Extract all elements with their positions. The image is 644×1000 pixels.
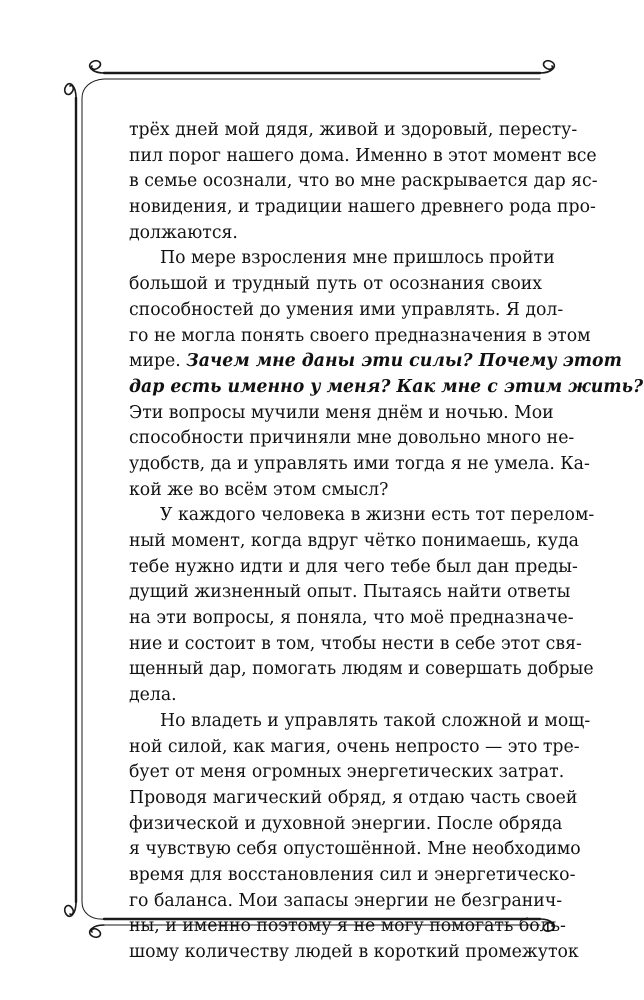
text-line: По мере взросления мне пришлось пройти bbox=[160, 248, 555, 269]
paragraph bbox=[129, 709, 591, 966]
emphasized-question: дар есть именно у меня? Как мне с этим жить? bbox=[129, 376, 644, 397]
text-line: способности причиняли мне довольно много не- bbox=[129, 428, 575, 449]
text-line: дела. bbox=[129, 685, 177, 706]
text-line: ны, и именно поэтому я не могу помогать боль- bbox=[129, 916, 566, 937]
text-line: трёх дней мой дядя, живой и здоровый, пересту- bbox=[129, 120, 578, 140]
text-line: я чувствую себя опустошённой. Мне необходимо bbox=[129, 839, 581, 860]
text-line: должаются. bbox=[129, 222, 238, 243]
text-line: шому количеству людей в короткий промежуток bbox=[129, 942, 579, 962]
text-line: У каждого человека в жизни есть тот перелом- bbox=[160, 505, 595, 526]
paragraph bbox=[129, 246, 644, 503]
text-line: время для восстановления сил и энергетическо- bbox=[129, 864, 576, 885]
text-line: тебе нужно идти и для чего тебе был дан преды- bbox=[129, 556, 578, 577]
text-line: большой и трудный путь от осознания своих bbox=[129, 274, 542, 295]
text-line: способностей до умения ими управлять. Я дол- bbox=[129, 299, 564, 320]
text-line: в семье осознали, что во мне раскрывается дар яс- bbox=[129, 171, 598, 192]
paragraph bbox=[129, 118, 598, 246]
text-line: Но владеть и управлять такой сложной и мощ- bbox=[160, 710, 591, 731]
text-line: ный момент, когда вдруг чётко понимаешь, куда bbox=[129, 531, 579, 551]
text-line: пил порог нашего дома. Именно в этот момент все bbox=[129, 145, 597, 166]
text-line: на эти вопросы, я поняла, что моё предназначе- bbox=[129, 608, 574, 629]
text-line: щенный дар, помогать людям и совершать добрые bbox=[129, 659, 594, 680]
text-line: ние и состоит в том, чтобы нести в себе этот свя- bbox=[129, 633, 582, 654]
paragraph bbox=[129, 503, 595, 709]
text-line: ной силой, как магия, очень непросто — это тре- bbox=[129, 736, 580, 757]
text-line: новидения, и традиции нашего древнего рода про- bbox=[129, 197, 596, 218]
text-line bbox=[129, 375, 644, 401]
text-line: бует от меня огромных энергетических затрат. bbox=[129, 762, 565, 783]
emphasized-question: Зачем мне даны эти силы? Почему этот bbox=[186, 351, 622, 372]
text-line: Эти вопросы мучили меня днём и ночью. Мои bbox=[129, 402, 554, 423]
text-line: кой же во всём этом смысл? bbox=[129, 479, 389, 500]
text-line: Проводя магический обряд, я отдаю часть своей bbox=[129, 787, 578, 808]
text-line: мире. Зачем мне даны эти силы? Почему этот bbox=[129, 351, 622, 372]
text-line: физической и духовной энергии. После обряда bbox=[129, 813, 563, 834]
text-line: дущий жизненный опыт. Пытаясь найти ответы bbox=[129, 582, 571, 603]
text-line: удобств, да и управлять ими тогда я не умела. Ка- bbox=[129, 453, 590, 474]
text-line: го не могла понять своего предназначения в этом bbox=[129, 325, 591, 346]
text-line: го баланса. Мои запасы энергии не безгранич- bbox=[129, 890, 563, 911]
book-page-text bbox=[129, 118, 644, 966]
